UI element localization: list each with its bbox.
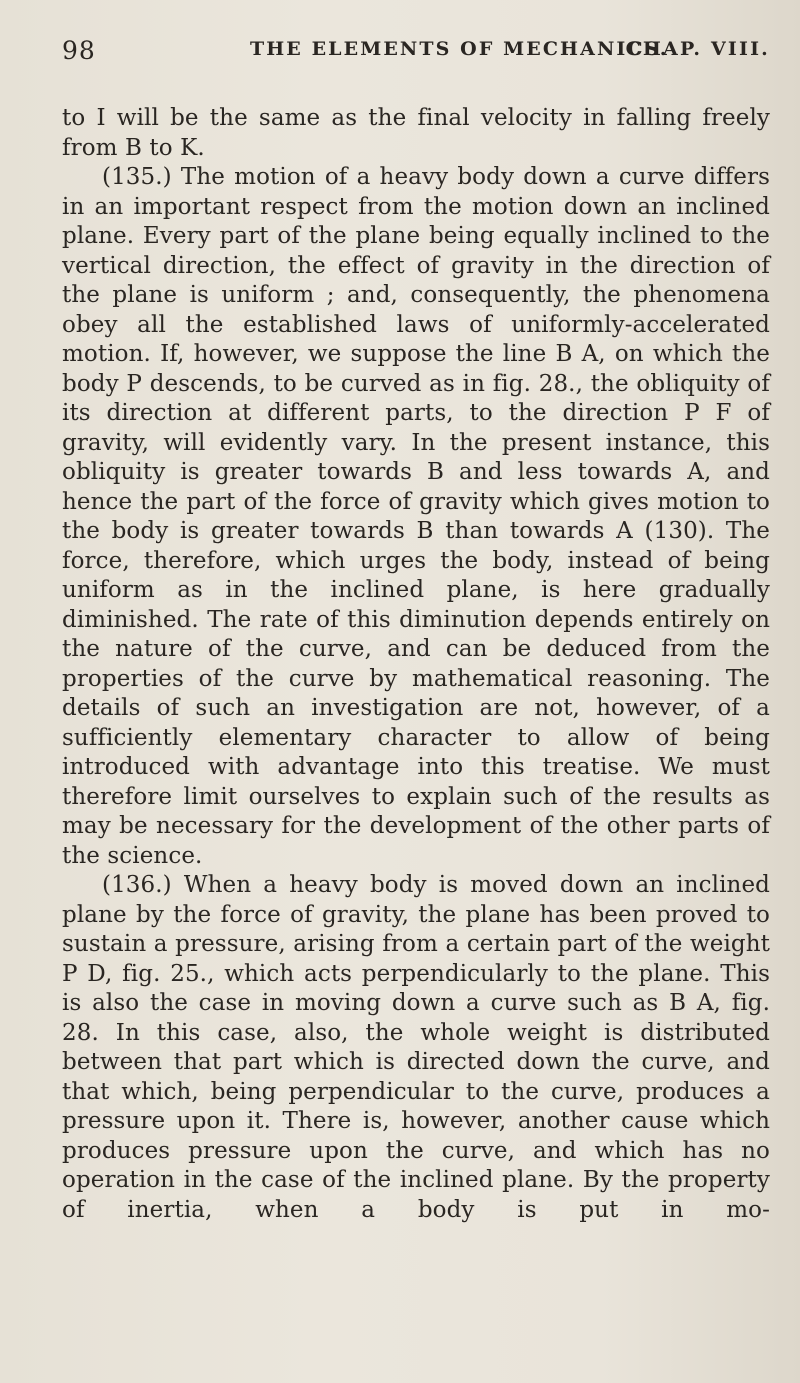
chapter-label: CHAP. VIII. [625, 38, 770, 60]
page-number: 98 [62, 36, 96, 65]
page-header [62, 36, 770, 68]
body-text [62, 104, 770, 1225]
running-title: THE ELEMENTS OF MECHANICS. [250, 38, 669, 60]
paragraph-continuation: to I will be the same as the final velocity in falling freely from B to K. [62, 105, 770, 161]
paragraph-135: (135.) The motion of a heavy body down a curve differs in an important respect from the motion down an inclined plane. Every part of the plane being equally inclined to the vertical direction, the effect of gravity in the direction of the plane is uniform ; and, consequently, the phenomena obey all the established laws of uniformly-accelerated motion. If, however, we suppose the line B A, on which the body P descends, to be curved as in fig. 28., the obliquity of its direction at different parts, to the direction P F of gravity, will evidently vary. In the present instance, this obliquity is greater towards B and less towards A, and hence the part of the force of gravity which gives motion to the body is greater towards B than towards A (130). The force, therefore, which urges the body, instead of being uniform as in the inclined plane, is here gradually diminished. The rate of this diminution depends entirely on the nature of the curve, and can be deduced from the properties of the curve by mathematical reasoning. The details of such an investigation are not, however, of a sufficiently elementary character to allow of being introduced with advantage into this treatise. We must therefore limit ourselves to explain such of the results as may be necessary for the development of the other parts of the science. [62, 164, 770, 869]
paragraph-136: (136.) When a heavy body is moved down an inclined plane by the force of gravity, the plane has been proved to sustain a pressure, arising from a certain part of the weight P D, fig. 25., which acts perpendicularly to the plane. This is also the case in moving down a curve such as B A, fig. 28. In this case, also, the whole weight is distributed between that part which is directed down the curve, and that which, being perpendicular to the curve, produces a pressure upon it. There is, however, another cause which produces pressure upon the curve, and which has no operation in the case of the inclined plane. By the property of inertia, when a body is put in mo- [62, 872, 770, 1223]
